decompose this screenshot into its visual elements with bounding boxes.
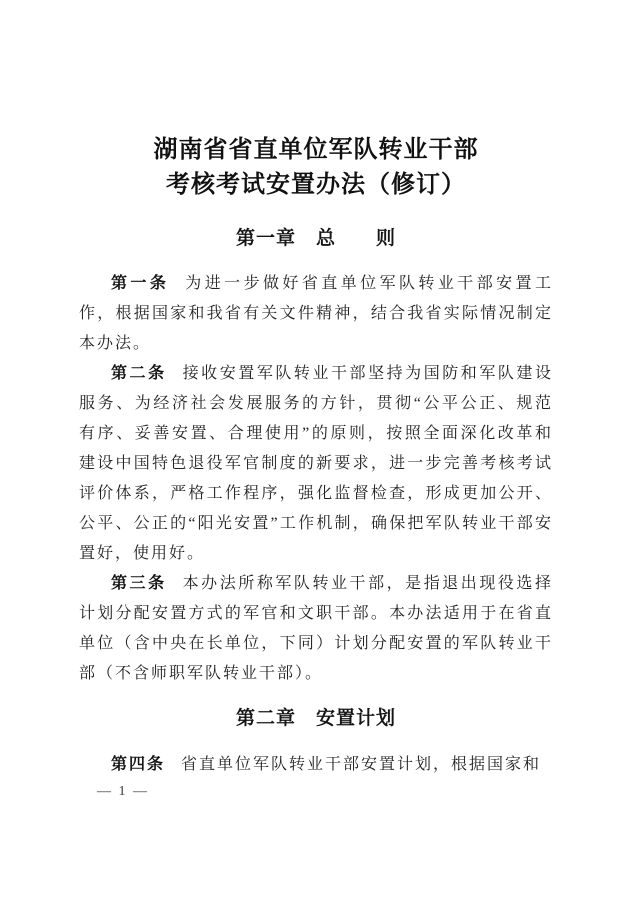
- article-1-label: 第一条: [111, 275, 170, 292]
- article-4-text: 省直单位军队转业干部安置计划，根据国家和: [181, 756, 542, 773]
- article-4-label: 第四条: [111, 756, 166, 773]
- article-1-paragraph: [79, 269, 553, 359]
- article-3-paragraph: [79, 569, 553, 689]
- article-1-text: 为进一步做好省直单位军队转业干部安置工作，根据国家和我省有关文件精神，结合我省实际情况制定本办法。: [79, 275, 553, 352]
- article-3-label: 第三条: [111, 575, 167, 592]
- document-title-line-2: 考核考试安置办法（修订）: [166, 172, 466, 198]
- page-number: — 1 —: [97, 784, 149, 799]
- article-2-label: 第二条: [111, 365, 167, 382]
- chapter-2-heading: 第二章 安置计划: [235, 708, 396, 729]
- document-title-line-1: 湖南省省直单位军队转业干部: [153, 137, 479, 163]
- chapter-1-heading: 第一章 总 则: [235, 228, 396, 249]
- article-2-text: 接收安置军队转业干部坚持为国防和军队建设服务、为经济社会发展服务的方针，贯彻“公平公正、规范有序、妥善安置、合理使用”的原则，按照全面深化改革和建设中国特色退役军官制度的新要求，进一步完善考核考试评价体系，严格工作程序，强化监督检查，形成更加公开、公平、公正的“阳光安置”工作机制，确保把军队转业干部安置好，使用好。: [79, 365, 553, 562]
- article-4-paragraph: [79, 750, 553, 780]
- article-3-text: 本办法所称军队转业干部，是指退出现役选择计划分配安置方式的军官和文职干部。本办法适用于在省直单位（含中央在长单位，下同）计划分配安置的军队转业干部（不含师职军队转业干部）。: [79, 575, 553, 682]
- document-title: [79, 133, 553, 203]
- article-2-paragraph: [79, 359, 553, 569]
- document-content: [79, 133, 553, 780]
